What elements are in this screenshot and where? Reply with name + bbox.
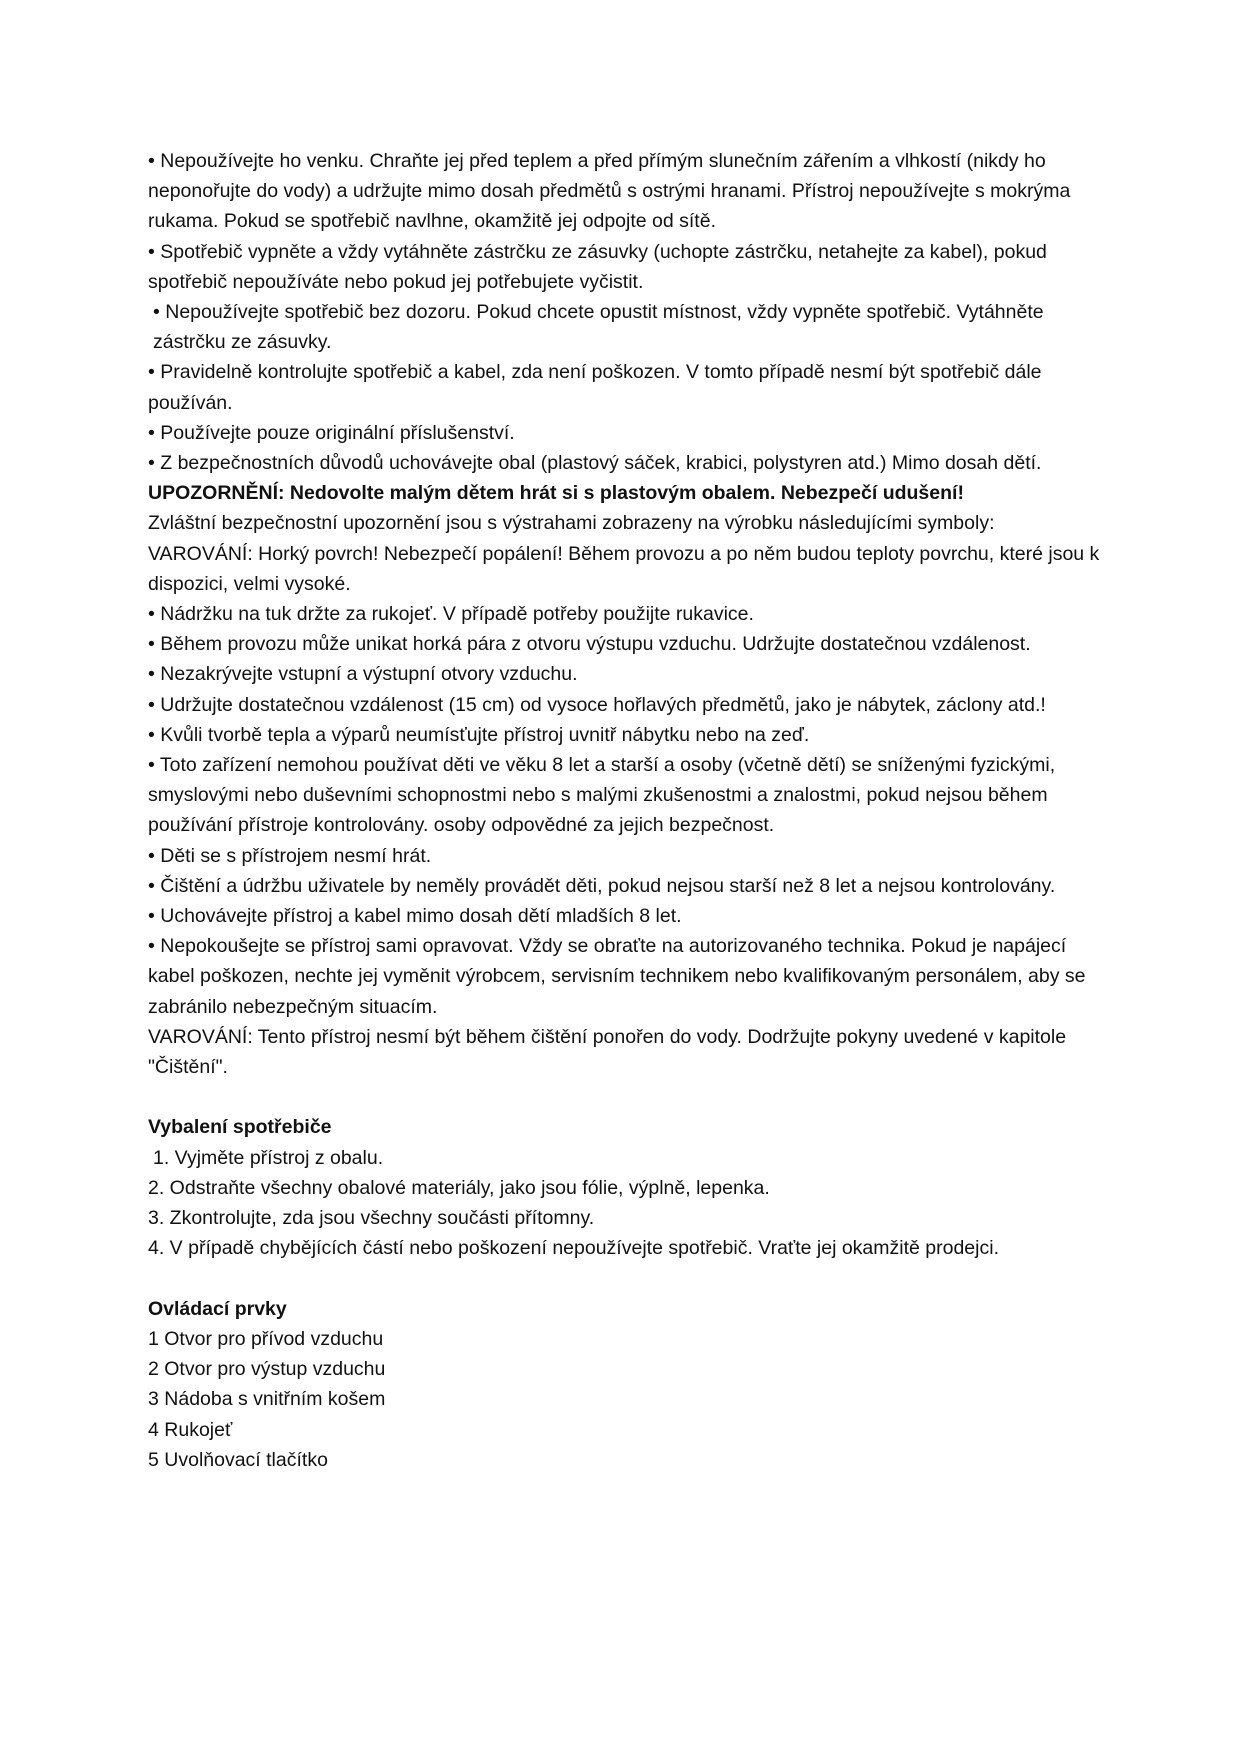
safety-paragraph-4: • Pravidelně kontrolujte spotřebič a kabel, zda není poškozen. V tomto případě nesmí být spotřebič dále používán. bbox=[148, 361, 1042, 414]
safety-paragraph-16: • Čištění a údržbu uživatele by neměly provádět děti, pokud nejsou starší než 8 let a nejsou kontrolovány. bbox=[148, 874, 1056, 897]
unpacking-step: 4. V případě chybějících částí nebo poškození nepoužívejte spotřebič. Vraťte jej okamžitě prodejci. bbox=[148, 1237, 999, 1260]
safety-paragraph-11: • Nezakrývejte vstupní a výstupní otvory vzduchu. bbox=[148, 663, 578, 686]
unpacking-step: 3. Zkontrolujte, zda jsou všechny součásti přítomny. bbox=[148, 1207, 595, 1230]
safety-paragraph-7: Zvláštní bezpečnostní upozornění jsou s výstrahami zobrazeny na výrobku následujícími symboly: bbox=[148, 512, 995, 535]
cleaning-warning: VAROVÁNÍ: Tento přístroj nesmí být během čištění ponořen do vody. Dodržujte pokyny uvedené v kapitole "Čištění". bbox=[148, 1025, 1067, 1079]
controls-item: 4 Rukojeť bbox=[148, 1418, 233, 1441]
controls-item: 5 Uvolňovací tlačítko bbox=[148, 1448, 328, 1471]
suffocation-warning: UPOZORNĚNÍ: Nedovolte malým dětem hrát si s plastovým obalem. Nebezpečí udušení! bbox=[148, 482, 964, 505]
unpacking-step: 2. Odstraňte všechny obalové materiály, jako jsou fólie, výplně, lepenka. bbox=[148, 1176, 770, 1199]
safety-paragraph-10: • Během provozu může unikat horká pára z otvoru výstupu vzduchu. Udržujte dostatečnou vzdálenost. bbox=[148, 633, 1031, 656]
document-page bbox=[148, 146, 1108, 1475]
safety-paragraph-9: • Nádržku na tuk držte za rukojeť. V případě potřeby použijte rukavice. bbox=[148, 603, 754, 626]
safety-paragraph-14: • Toto zařízení nemohou používat děti ve věku 8 let a starší a osoby (včetně dětí) se sníženými fyzickými, smyslovými nebo duševními schopnostmi nebo s malými zkušenostmi a znalostmi, pokud nejsou během používání přístroje kontrolovány. osoby odpovědné za jejich bezpečnost. bbox=[148, 754, 1056, 837]
controls-item: 2 Otvor pro výstup vzduchu bbox=[148, 1358, 386, 1381]
controls-item: 1 Otvor pro přívod vzduchu bbox=[148, 1327, 384, 1350]
hot-surface-warning: VAROVÁNÍ: Horký povrch! Nebezpečí popálení! Během provozu a po něm budou teploty povrchu, které jsou k dispozici, velmi vysoké. bbox=[148, 542, 1100, 595]
safety-paragraph-17: • Uchovávejte přístroj a kabel mimo dosah dětí mladších 8 let. bbox=[148, 905, 682, 928]
safety-paragraph-12: • Udržujte dostatečnou vzdálenost (15 cm) od vysoce hořlavých předmětů, jako je nábytek, záclony atd.! bbox=[148, 693, 1046, 716]
safety-paragraph-3: • Nepoužívejte spotřebič bez dozoru. Pokud chcete opustit místnost, vždy vypněte spotřebič. Vytáhněte zástrčku ze zásuvky. bbox=[153, 301, 1044, 354]
safety-paragraph-6: • Z bezpečnostních důvodů uchovávejte obal (plastový sáček, krabici, polystyren atd.) Mimo dosah dětí. bbox=[148, 452, 1042, 475]
safety-paragraph-5: • Používejte pouze originální příslušenství. bbox=[148, 421, 515, 444]
controls-item: 3 Nádoba s vnitřním košem bbox=[148, 1388, 386, 1411]
safety-paragraph-1: • Nepoužívejte ho venku. Chraňte jej před teplem a před přímým slunečním zářením a vlhkostí (nikdy ho neponořujte do vody) a udržujte mimo dosah předmětů s ostrými hranami. Přístroj nepoužívejte s mokrýma rukama. Pokud se spotřebič navlhne, okamžitě jej odpojte od sítě. bbox=[148, 150, 1071, 233]
unpacking-step: 1. Vyjměte přístroj z obalu. bbox=[153, 1146, 384, 1169]
section-gap bbox=[148, 1264, 1108, 1294]
safety-paragraph-18: • Nepokoušejte se přístroj sami opravovat. Vždy se obraťte na autorizovaného technika. Pokud je napájecí kabel poškozen, nechte jej vyměnit výrobcem, servisním technikem nebo kvalifikovaným personálem, aby se zabránilo nebezpečným situacím. bbox=[148, 935, 1086, 1018]
controls-heading: Ovládací prvky bbox=[148, 1297, 287, 1320]
safety-paragraph-13: • Kvůli tvorbě tepla a výparů neumísťujte přístroj uvnitř nábytku nebo na zeď. bbox=[148, 723, 810, 746]
safety-paragraph-2: • Spotřebič vypněte a vždy vytáhněte zástrčku ze zásuvky (uchopte zástrčku, netahejte za kabel), pokud spotřebič nepoužíváte nebo pokud jej potřebujete vyčistit. bbox=[148, 240, 1047, 293]
section-gap bbox=[148, 1082, 1108, 1112]
unpacking-heading: Vybalení spotřebiče bbox=[148, 1116, 332, 1139]
safety-paragraph-15: • Děti se s přístrojem nesmí hrát. bbox=[148, 844, 432, 867]
